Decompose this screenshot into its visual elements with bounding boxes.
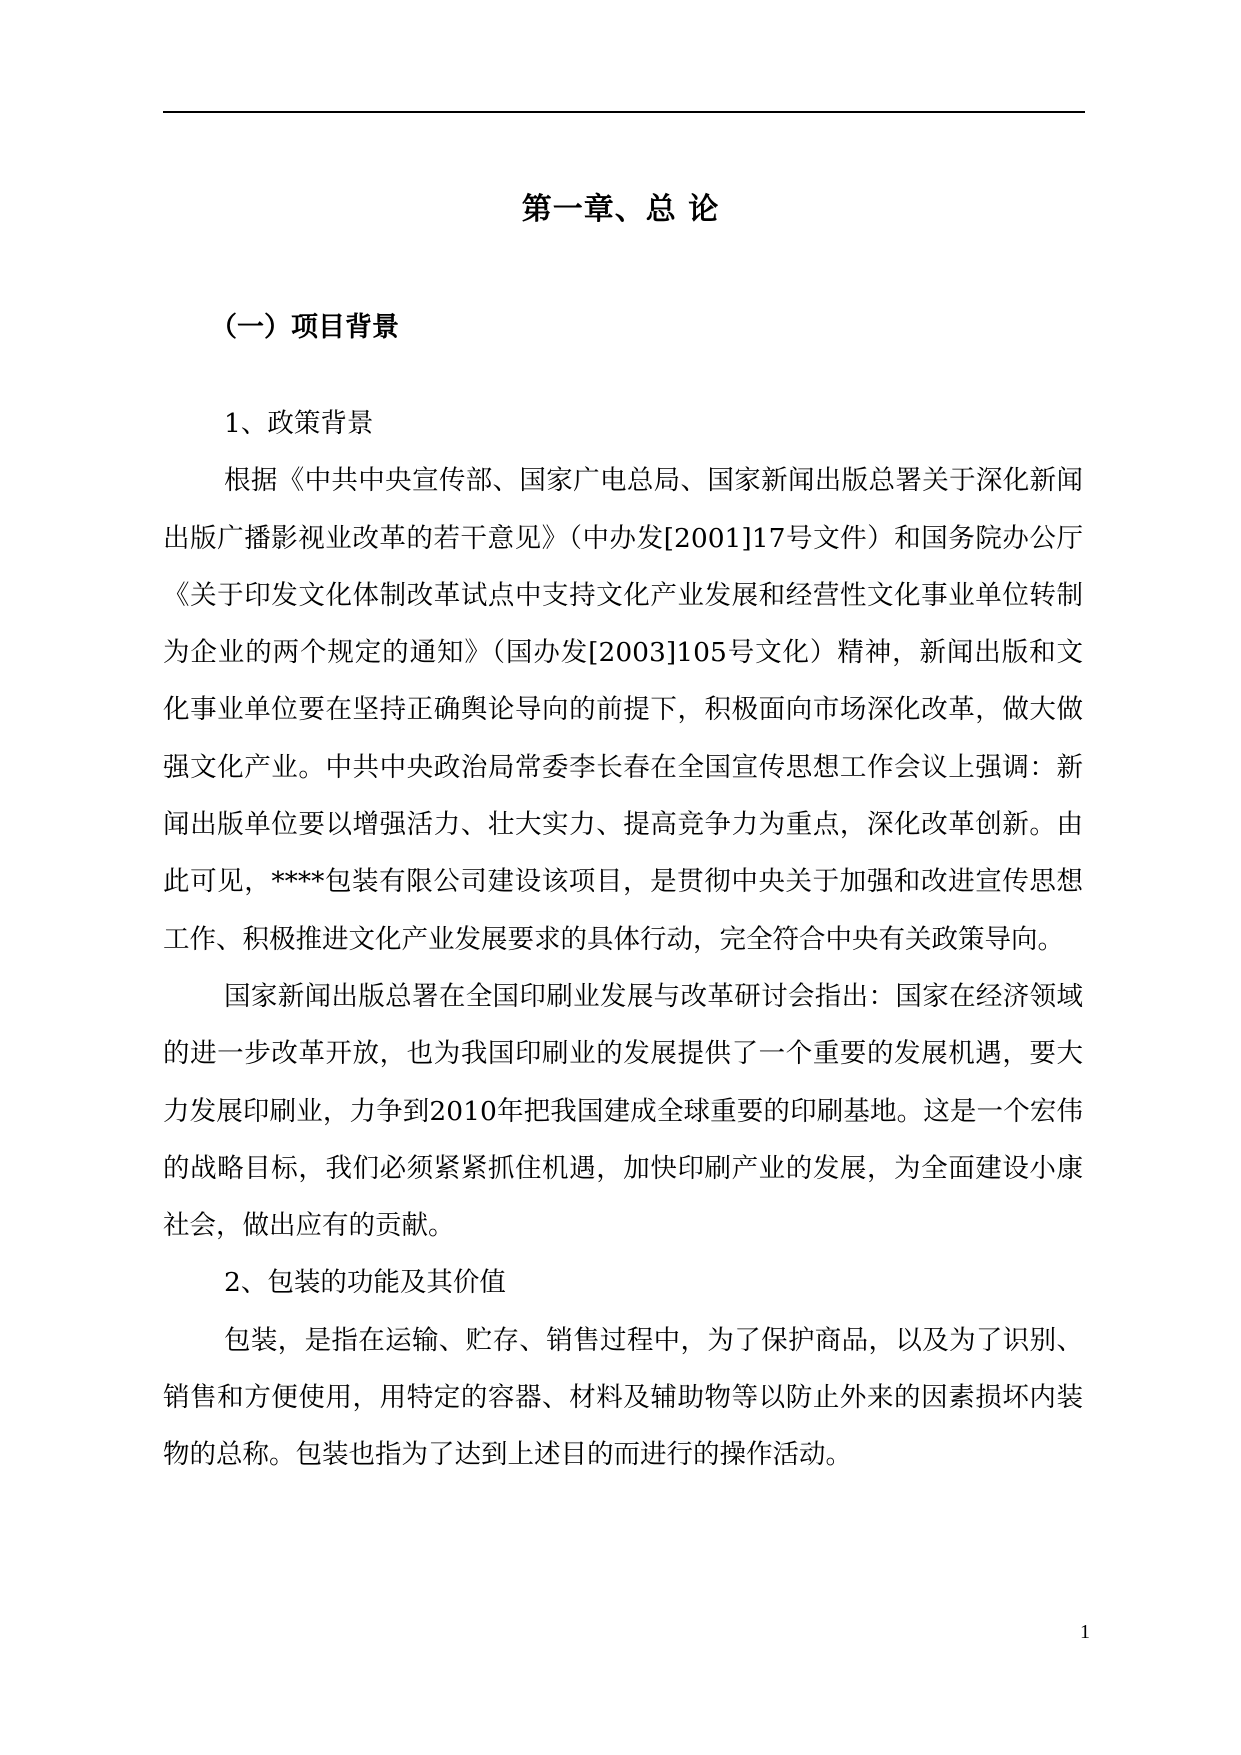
subsection-heading-policy: 1、政策背景: [224, 408, 374, 439]
document-body: [163, 395, 1083, 1484]
paragraph-packaging-1: 包装，是指在运输、贮存、销售过程中，为了保护商品，以及为了识别、销售和方便使用，用特定的容器、材料及辅助物等以防止外来的因素损坏内装物的总称。包装也指为了达到上述目的而进行的操作活动。: [163, 1324, 1083, 1471]
chapter-title: 第一章、总 论: [521, 192, 720, 227]
page-number: 1: [1080, 1621, 1090, 1643]
header-rule: [163, 111, 1085, 113]
paragraph-policy-2: 国家新闻出版总署在全国印刷业发展与改革研讨会指出：国家在经济领域的进一步改革开放，也为我国印刷业的发展提供了一个重要的发展机遇，要大力发展印刷业，力争到2010年把我国建成全球重要的印刷基地。这是一个宏伟的战略目标，我们必须紧紧抓住机遇，加快印刷产业的发展，为全面建设小康社会，做出应有的贡献。: [163, 980, 1083, 1242]
paragraph-policy-1: 根据《中共中央宣传部、国家广电总局、国家新闻出版总署关于深化新闻出版广播影视业改革的若干意见》（中办发[2001]17号文件）和国务院办公厅《关于印发文化体制改革试点中支持文化产业发展和经营性文化事业单位转制为企业的两个规定的通知》（国办发[2003]105号文化）精神，新闻出版和文化事业单位要在坚持正确舆论导向的前提下，积极面向市场深化改革，做大做强文化产业。中共中央政治局常委李长春在全国宣传思想工作会议上强调：新闻出版单位要以增强活力、壮大实力、提高竞争力为重点，深化改革创新。由此可见，****包装有限公司建设该项目，是贯彻中央关于加强和改进宣传思想工作、积极推进文化产业发展要求的具体行动，完全符合中央有关政策导向。: [163, 465, 1083, 955]
subsection-heading-packaging: 2、包装的功能及其价值: [224, 1267, 506, 1299]
section-heading: （一）项目背景: [210, 312, 399, 343]
